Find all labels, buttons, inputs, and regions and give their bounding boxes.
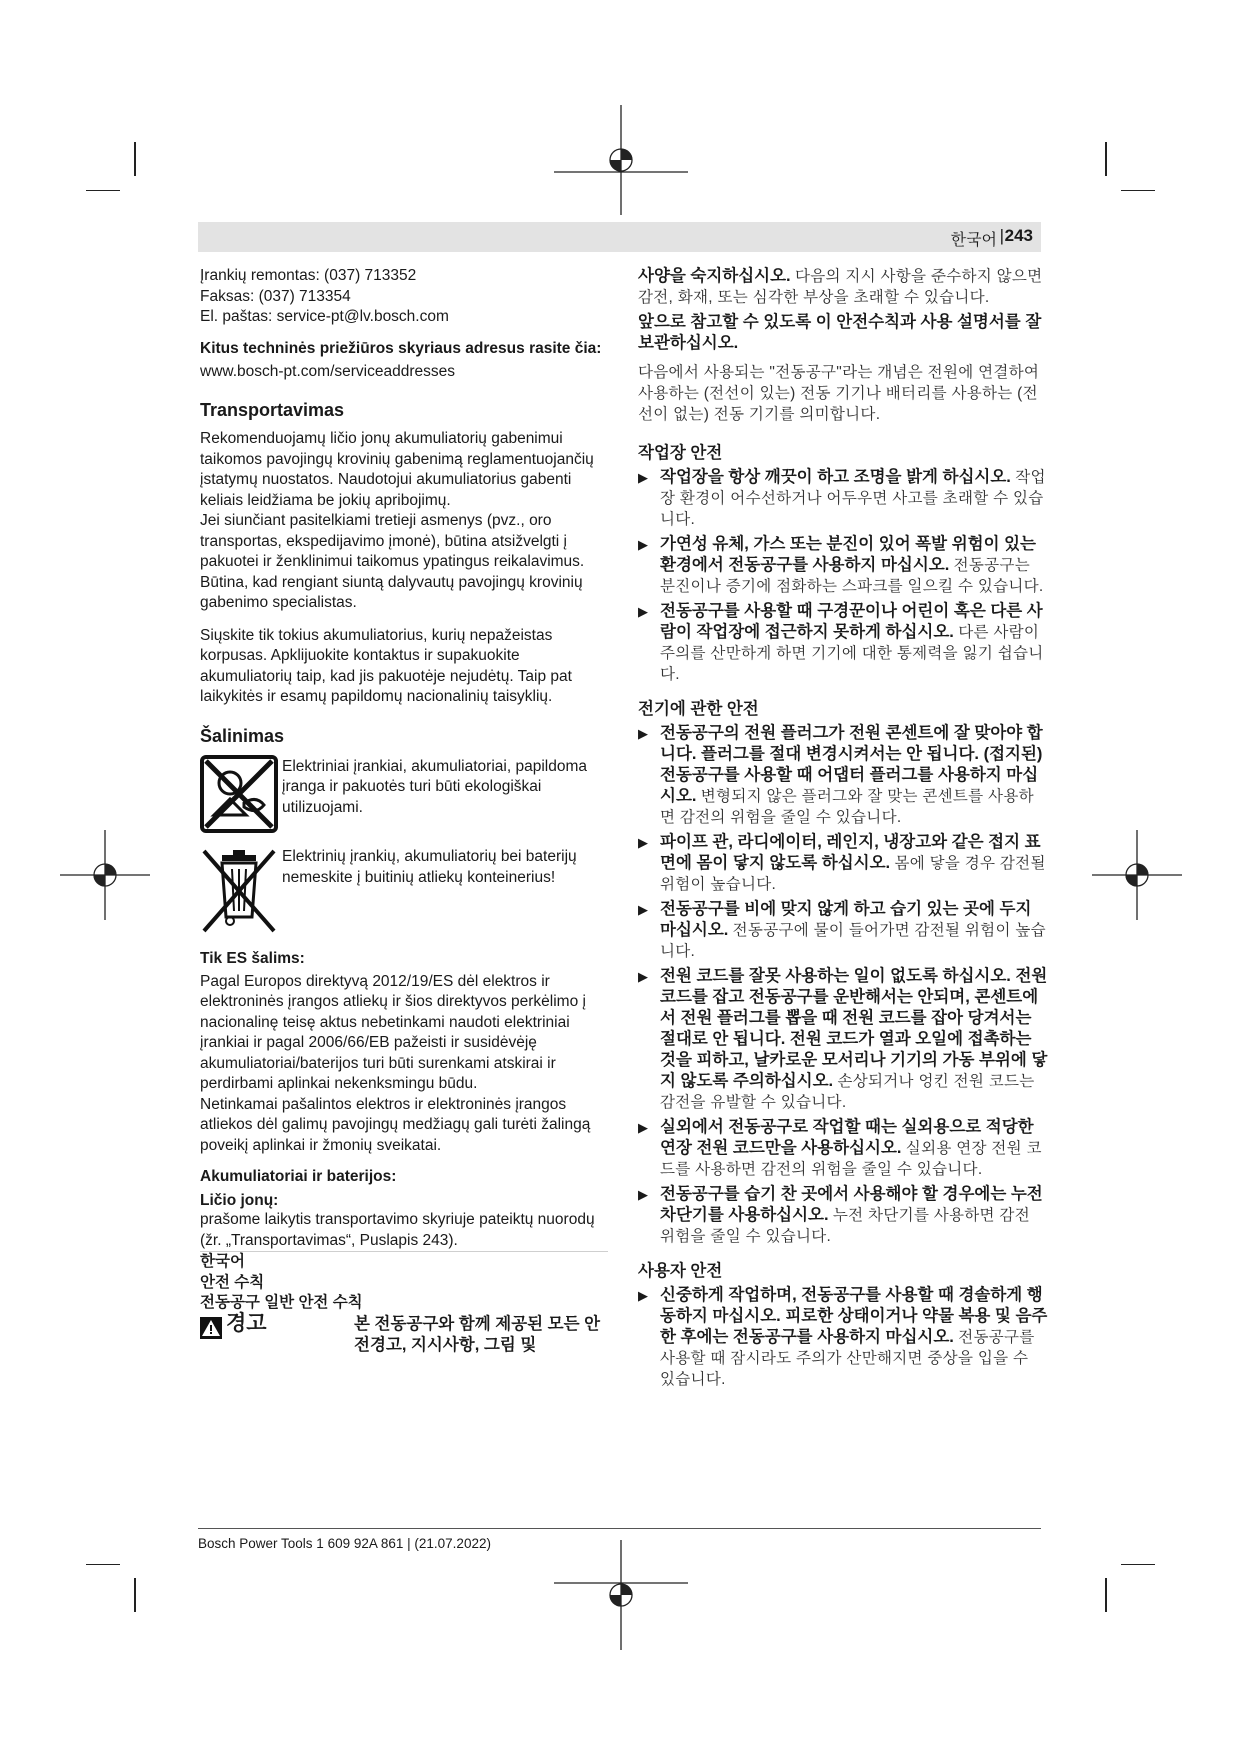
- intro-bold: 사양을 숙지하십시오.: [638, 267, 791, 285]
- bullet-arrow-icon: ▶: [638, 1187, 648, 1202]
- crop-mark: [1121, 190, 1155, 191]
- battery-heading: Akumuliatoriai ir baterijos:: [200, 1168, 397, 1185]
- warning-label: [200, 1311, 354, 1356]
- bullet-explanation: 작업장 환경이 어수선하거나 어두우면 사고를 초래할 수 있습니다.: [660, 469, 1046, 528]
- bullet-instruction: 가연성 유체, 가스 또는 분진이 있어 폭발 위험이 있는 환경에서 전동공구를 사용하지 마십시오.: [660, 535, 1036, 574]
- bullet-explanation: 변형되지 않은 플러그와 잘 맞는 콘센트를 사용하면 감전의 위험을 줄일 수 있습니다.: [660, 788, 1034, 826]
- crop-mark: [86, 190, 120, 191]
- user-heading: 사용자 안전: [638, 1262, 723, 1280]
- crop-mark: [134, 142, 136, 176]
- transport-paragraph: Siųskite tik tokius akumuliatorius, kurių nepažeistas korpusas. Apklijuokite kontaktus ir supakuokite akumuliatorių taip, kad jis pakuotėje nejudėtų. Taip pat laikykitės ir esamų papildomų nacionalinių taisyklių.: [200, 626, 572, 705]
- transport-paragraph: Jei siunčiant pasitelkiami tretieji asmenys (pvz., oro transportas, ekspedijavimo įmonė), būtina atsižvelgti į pakuotei ir ženklinimui taikomus ypatingus reikalavimus. Būtina, kad rengiant siuntą dalyvautų pavojingų krovinių gabenimo specialistas.: [200, 512, 585, 611]
- bullet-arrow-icon: ▶: [638, 902, 648, 917]
- disposal-text: Elektriniai įrankiai, akumuliatoriai, papildoma įranga ir pakuotės turi būti ekologiškai utilizuojami.: [282, 757, 587, 816]
- service-heading: Kitus techninės priežiūros skyriaus adresus rasite čia:: [200, 339, 602, 357]
- bullet-instruction: 전동공구를 습기 찬 곳에서 사용해야 할 경우에는 누전 차단기를 사용하십시오.: [660, 1185, 1043, 1224]
- left-column: [200, 266, 608, 1356]
- general-safety-heading: 전동공구 일반 안전 수칙: [200, 1294, 363, 1311]
- safety-bullet: [638, 899, 1048, 962]
- disposal-item: [200, 755, 608, 840]
- safety-bullet: [638, 1184, 1048, 1247]
- crop-mark: [1105, 1578, 1107, 1612]
- warning-block: [200, 1311, 608, 1356]
- safety-bullet: [638, 723, 1048, 828]
- footer-text: Bosch Power Tools 1 609 92A 861 | (21.07.2022): [198, 1536, 491, 1551]
- registration-mark-icon: [554, 1540, 688, 1650]
- bullet-instruction: 전동공구를 비에 맞지 않게 하고 습기 있는 곳에 두지 마십시오.: [660, 900, 1032, 939]
- electrical-list: [638, 723, 1048, 1247]
- crop-mark: [1121, 1564, 1155, 1565]
- header-language: 한국어: [950, 232, 997, 249]
- contact-repair: Įrankių remontas: (037) 713352: [200, 267, 417, 284]
- intro-text: 다음의 지시 사항을 준수하지 않으면 감전, 화재, 또는 심각한 부상을 초래할 수 있습니다.: [638, 268, 1043, 306]
- bullet-instruction: 파이프 관, 라디에이터, 레인지, 냉장고와 같은 접지 표면에 몸이 닿지 않도록 하십시오.: [660, 833, 1041, 872]
- header-separator: |: [999, 226, 1004, 245]
- transport-paragraph: Rekomenduojamų ličio jonų akumuliatorių gabenimui taikomos pavojingų krovinių gabenimą reglamentuojančių įstatymų nuostatos. Naudotojui akumuliatorius gabenti keliais leidžiama be jokių apribojimų.: [200, 430, 594, 509]
- warning-label-text: 경고: [226, 1311, 267, 1335]
- korean-title: 한국어: [200, 1253, 245, 1270]
- bullet-explanation: 전동공구는 분진이나 증기에 점화하는 스파크를 일으킬 수 있습니다.: [660, 557, 1044, 595]
- bullet-arrow-icon: ▶: [638, 1120, 648, 1135]
- safety-bullet: [638, 601, 1048, 685]
- transport-heading: Transportavimas: [200, 400, 345, 420]
- bullet-arrow-icon: ▶: [638, 835, 648, 850]
- safety-bullet: [638, 467, 1048, 530]
- workplace-list: [638, 467, 1048, 685]
- contact-fax: Faksas: (037) 713354: [200, 287, 351, 305]
- electrical-heading: 전기에 관한 안전: [638, 700, 759, 718]
- bullet-instruction: 전원 코드를 잘못 사용하는 일이 없도록 하십시오. 전원 코드를 잡고 전동공구를 운반해서는 안되며, 콘센트에서 전원 플러그를 뽑을 때 전원 코드를 잡아 당겨서는 절대로 안 됩니다. 전원 코드가 열과 오일에 접촉하는 것을 피하고, 날카로운 모서리나 기기의 가동 부위에 닿지 않도록 주의하십시오.: [660, 967, 1048, 1090]
- bullet-instruction: 신중하게 작업하며, 전동공구를 사용할 때 경솔하게 행동하지 마십시오. 피로한 상태이거나 약물 복용 및 음주한 후에는 전동공구를 사용하지 마십시오.: [660, 1286, 1048, 1346]
- eu-heading: Tik ES šalims:: [200, 949, 305, 967]
- contact-email: El. paštas: service-pt@lv.bosch.com: [200, 308, 449, 325]
- footer-rule: [198, 1528, 1041, 1529]
- safety-bullet: [638, 1117, 1048, 1180]
- disposal-item: [200, 845, 608, 942]
- safety-bullet: [638, 966, 1048, 1113]
- bullet-arrow-icon: ▶: [638, 537, 648, 552]
- safety-bullet: [638, 534, 1048, 597]
- crop-mark: [86, 1564, 120, 1565]
- bullet-explanation: 손상되거나 엉킨 전원 코드는 감전을 유발할 수 있습니다.: [660, 1073, 1035, 1111]
- safety-bullet: [638, 832, 1048, 895]
- crossed-bin-icon: [200, 845, 278, 935]
- warning-text: 본 전동공구와 함께 제공된 모든 안전경고, 지시사항, 그림 및: [354, 1314, 601, 1354]
- bullet-arrow-icon: ▶: [638, 969, 648, 984]
- page-number: 243: [1004, 226, 1033, 245]
- user-list: [638, 1285, 1048, 1390]
- registration-mark-icon: [60, 830, 150, 920]
- disposal-text: Elektrinių įrankių, akumuliatorių bei baterijų nemeskite į buitinių atliekų konteinerius!: [282, 848, 577, 886]
- safety-bullet: [638, 1285, 1048, 1390]
- bullet-explanation: 몸에 닿을 경우 감전될 위험이 높습니다.: [660, 855, 1046, 893]
- liion-text: prašome laikytis transportavimo skyriuje pateiktų nuorodų (žr. „Transportavimas“, Puslapis 243).: [200, 1211, 595, 1249]
- liion-heading: Ličio jonų:: [200, 1192, 279, 1209]
- bullet-explanation: 실외용 연장 전원 코드를 사용하면 감전의 위험을 줄일 수 있습니다.: [660, 1140, 1042, 1178]
- bullet-arrow-icon: ▶: [638, 470, 648, 485]
- bullet-arrow-icon: ▶: [638, 726, 648, 741]
- bullet-instruction: 전동공구의 전원 플러그가 전원 콘센트에 잘 맞아야 합니다. 플러그를 절대 변경시켜서는 안 됩니다. (접지된) 전동공구를 사용할 때 어댑터 플러그를 사용하지 마십시오.: [660, 724, 1043, 805]
- eu-paragraph: Pagal Europos direktyvą 2012/19/ES dėl elektros ir elektroninės įrangos atliekų ir šios direktyvos perkėlimo į nacionalinę teisę aktus nebetinkami naudoti elektriniai įrankiai ir pagal 2006/66/EB pažeisti ir susidėvėję akumuliatoriai/baterijos turi būti surenkami atskirai ir perdirbami aplinkai nekenksmingu būdu.: [200, 972, 586, 1092]
- definition-text: 다음에서 사용되는 "전동공구"라는 개념은 전원에 연결하여 사용하는 (전선이 있는) 전동 기기나 배터리를 사용하는 (전선이 없는) 전동 기기를 의미합니다.: [638, 364, 1040, 423]
- page-header: [198, 222, 1041, 252]
- keep-instructions: 앞으로 참고할 수 있도록 이 안전수칙과 사용 설명서를 잘 보관하십시오.: [638, 313, 1042, 352]
- safety-heading: 안전 수칙: [200, 1273, 265, 1291]
- bullet-explanation: 다른 사람이 주의를 산만하게 하면 기기에 대한 통제력을 잃기 쉽습니다.: [660, 624, 1044, 683]
- recycling-symbol-icon: [200, 755, 278, 833]
- registration-mark-icon: [1092, 830, 1182, 920]
- service-url: www.bosch-pt.com/serviceaddresses: [200, 362, 455, 380]
- registration-mark-icon: [554, 105, 688, 215]
- bullet-explanation: 전동공구를 사용할 때 잠시라도 주의가 산만해지면 중상을 입을 수 있습니다.: [660, 1329, 1035, 1388]
- bullet-instruction: 실외에서 전동공구로 작업할 때는 실외용으로 적당한 연장 전원 코드만을 사용하십시오.: [660, 1118, 1034, 1157]
- disposal-heading: Šalinimas: [200, 725, 285, 746]
- crop-mark: [1105, 142, 1107, 176]
- bullet-arrow-icon: ▶: [638, 1288, 648, 1303]
- warning-icon: [200, 1317, 222, 1339]
- eu-paragraph: Netinkamai pašalintos elektros ir elektroninės įrangos atliekos dėl galimų pavojingų medžiagų gali turėti žalingą poveikį aplinkai ir žmonių sveikatai.: [200, 1095, 591, 1154]
- bullet-instruction: 전동공구를 사용할 때 구경꾼이나 어린이 혹은 다른 사람이 작업장에 접근하지 못하게 하십시오.: [660, 602, 1043, 641]
- bullet-explanation: 누전 차단기를 사용하면 감전 위험을 줄일 수 있습니다.: [660, 1207, 1030, 1245]
- bullet-arrow-icon: ▶: [638, 604, 648, 619]
- bullet-explanation: 전동공구에 물이 들어가면 감전될 위험이 높습니다.: [660, 922, 1046, 960]
- right-column: [638, 266, 1048, 1394]
- workplace-heading: 작업장 안전: [638, 444, 723, 462]
- crop-mark: [134, 1578, 136, 1612]
- bullet-instruction: 작업장을 항상 깨끗이 하고 조명을 밝게 하십시오.: [660, 468, 1011, 486]
